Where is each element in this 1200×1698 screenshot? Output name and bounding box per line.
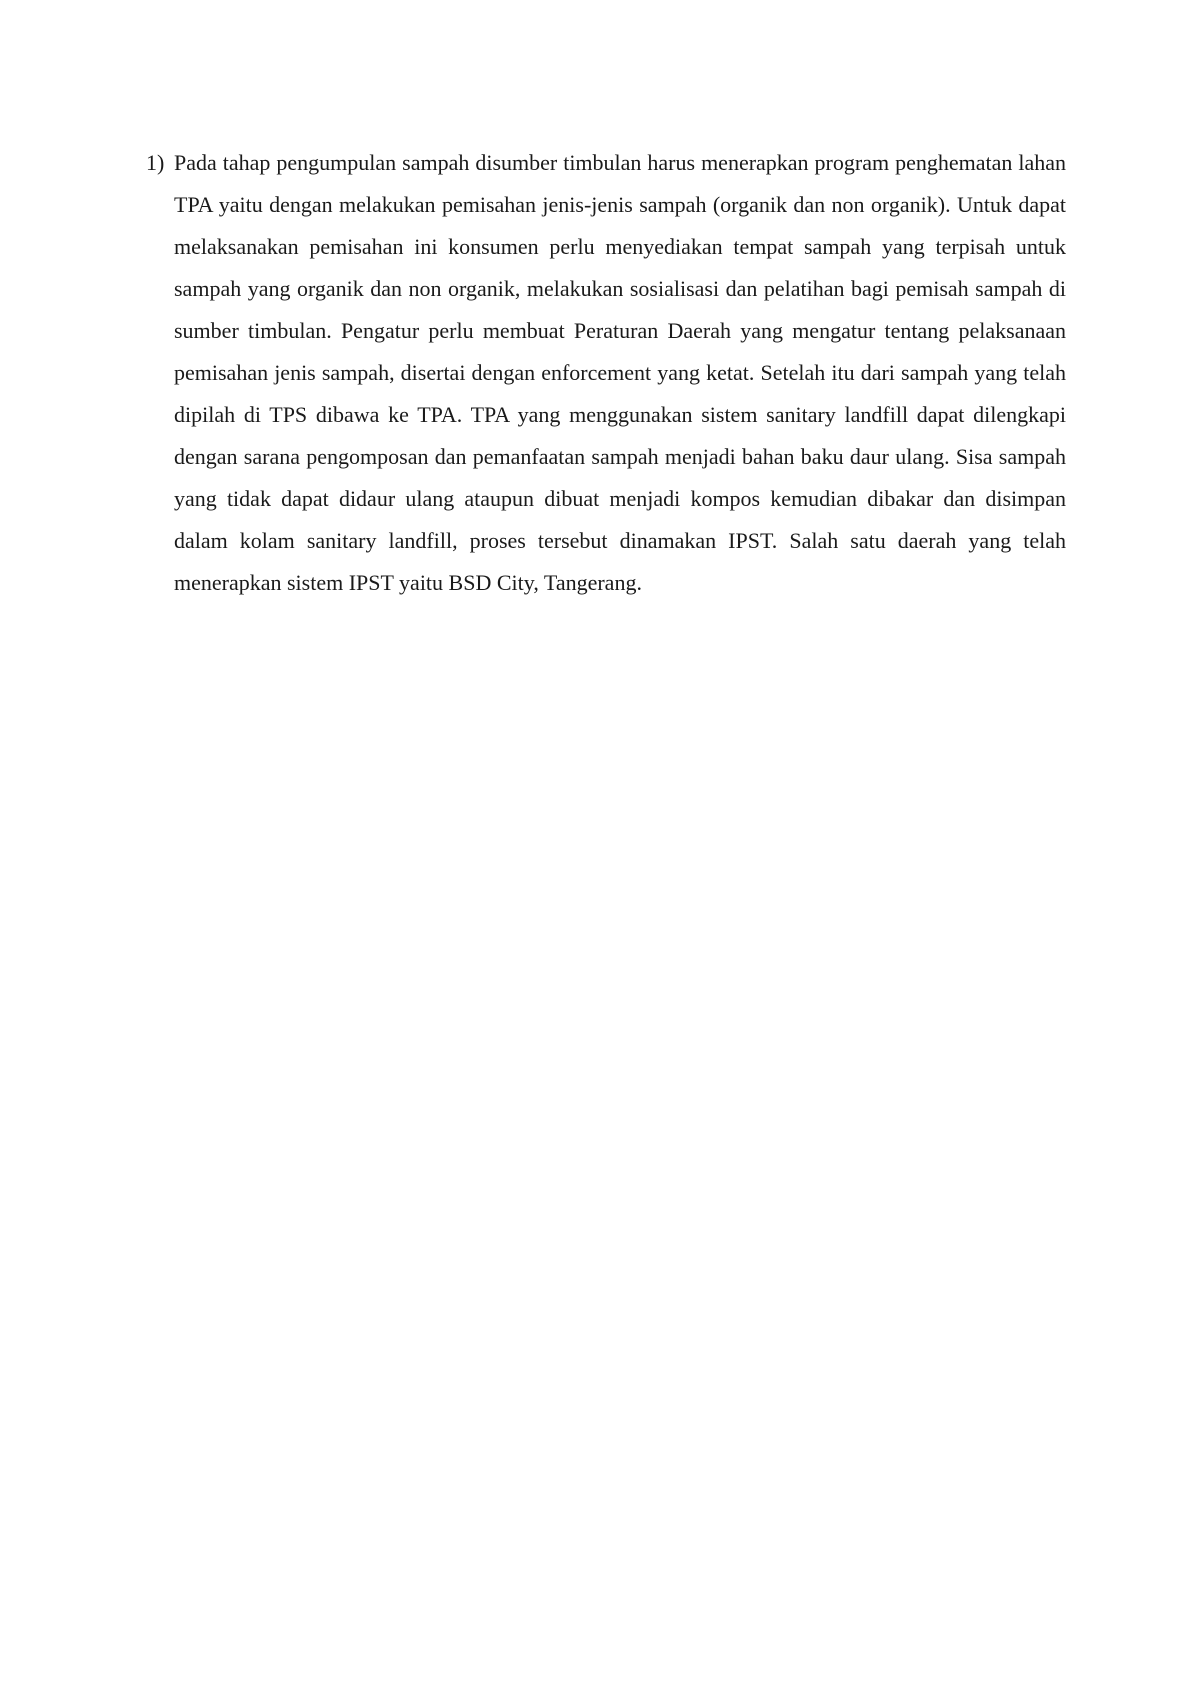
- list-item-paragraph: Pada tahap pengumpulan sampah disumber timbulan harus menerapkan program penghematan lahan TPA yaitu dengan melakukan pemisahan jenis-jenis sampah (organik dan non organik). Untuk dapat melaksanakan pemisahan ini konsumen perlu menyediakan tempat sampah yang terpisah untuk sampah yang organik dan non organik, melakukan sosialisasi dan pelatihan bagi pemisah sampah di sumber timbulan. Pengatur perlu membuat Peraturan Daerah yang mengatur tentang pelaksanaan pemisahan jenis sampah, disertai dengan enforcement yang ketat. Setelah itu dari sampah yang telah dipilah di TPS dibawa ke TPA. TPA yang menggunakan sistem sanitary landfill dapat dilengkapi dengan sarana pengomposan dan pemanfaatan sampah menjadi bahan baku daur ulang. Sisa sampah yang tidak dapat didaur ulang ataupun dibuat menjadi kompos kemudian dibakar dan disimpan dalam kolam sanitary landfill, proses tersebut dinamakan IPST. Salah satu daerah yang telah menerapkan sistem IPST yaitu BSD City, Tangerang.: [174, 150, 1066, 595]
- numbered-list: [146, 142, 1066, 604]
- list-item-number: 1): [146, 150, 165, 175]
- list-item: [146, 142, 1066, 604]
